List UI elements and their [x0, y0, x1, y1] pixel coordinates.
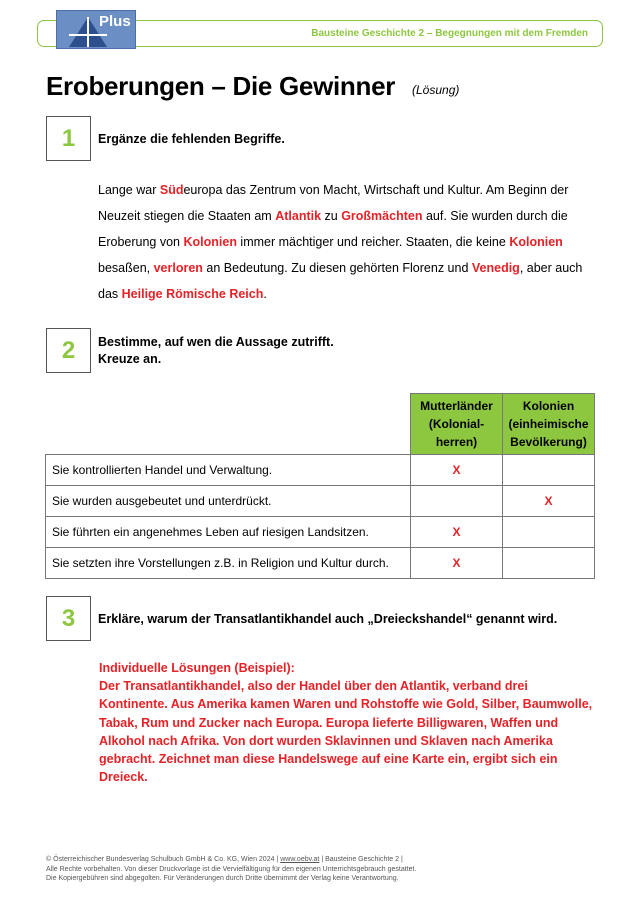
paragraph-text: europa das Zentrum von Macht, Wirtschaft und Kultur. Am Beginn der Neuzeit stiegen die Staaten am	[98, 183, 569, 223]
table-header-row	[46, 394, 595, 455]
row-statement: Sie wurden ausgebeutet und unterdrückt.	[46, 486, 411, 517]
footer-line3: Die Kopiergebühren sind abgegolten. Für Veränderungen durch Dritte übernimmt der Verlag keine Verantwortung.	[46, 875, 399, 882]
page-subtitle: (Lösung)	[412, 83, 460, 97]
task1-paragraph	[98, 177, 588, 307]
table-row	[46, 517, 595, 548]
col-header-kolonien	[503, 394, 595, 455]
table-row	[46, 486, 595, 517]
logo-label: Plus	[99, 13, 131, 30]
row-statement: Sie setzten ihre Vorstellungen z.B. in Religion und Kultur durch.	[46, 548, 411, 579]
footer	[46, 855, 606, 884]
mark-cell	[503, 455, 595, 486]
paragraph-text: Lange war	[98, 183, 160, 197]
table-row	[46, 455, 595, 486]
mark-cell: X	[503, 486, 595, 517]
col1-header-line2: (Kolonial-	[428, 417, 485, 431]
footer-line1	[46, 855, 606, 865]
task3-instruction: Erkläre, warum der Transatlantikhandel auch „Dreieckshandel“ genannt wird.	[98, 612, 558, 626]
task-number-3: 3	[46, 596, 91, 641]
col2-header-line1: Kolonien	[522, 399, 575, 413]
filled-answer: Kolonien	[183, 235, 237, 249]
filled-answer: Kolonien	[509, 235, 563, 249]
mark-cell: X	[411, 548, 503, 579]
filled-answer: Süd	[159, 183, 184, 197]
mark-cell	[503, 517, 595, 548]
filled-answer: Großmächten	[341, 209, 423, 223]
filled-answer: Atlantik	[275, 209, 322, 223]
col2-header-line2: (einheimische	[508, 417, 589, 431]
col1-header-line1: Mutterländer	[420, 399, 493, 413]
footer-copyright: © Österreichischer Bundesverlag Schulbuch GmbH & Co. KG, Wien 2024 |	[46, 856, 281, 863]
footer-book: | Bausteine Geschichte 2 |	[319, 856, 403, 863]
footer-line2: Alle Rechte vorbehalten. Von dieser Druckvorlage ist die Vervielfältigung für den eigenen Unterrichtsgebrauch gestattet.	[46, 865, 417, 873]
filled-answer: Venedig	[471, 261, 520, 275]
col-header-mutterlaender	[411, 394, 503, 455]
row-statement: Sie führten ein angenehmes Leben auf riesigen Landsitzen.	[46, 517, 411, 548]
filled-answer: verloren	[153, 261, 203, 275]
mark-cell: X	[411, 455, 503, 486]
task2-instruction	[98, 334, 334, 368]
filled-answer: Heilige Römische Reich	[121, 287, 264, 301]
task2-instruction-line1: Bestimme, auf wen die Aussage zutrifft.	[98, 335, 334, 349]
task-number-1: 1	[46, 116, 91, 161]
publisher-link[interactable]: www.oebv.at	[280, 856, 320, 863]
paragraph-text: , aber auch das	[98, 261, 583, 301]
paragraph-text: auf. Sie wurden durch die Eroberung von	[98, 209, 568, 249]
task1-instruction: Ergänze die fehlenden Begriffe.	[98, 132, 285, 146]
mark-cell	[503, 548, 595, 579]
col1-header-line3: herren)	[435, 435, 478, 449]
table-row	[46, 548, 595, 579]
col2-header-line3: Bevölkerung)	[510, 435, 587, 449]
table-corner	[46, 394, 411, 455]
task3-answer	[99, 659, 599, 786]
answer-heading: Individuelle Lösungen (Beispiel):	[99, 661, 295, 675]
answer-table	[45, 393, 595, 579]
mark-cell	[411, 486, 503, 517]
paragraph-text: an Bedeutung. Zu diesen gehörten Florenz und	[202, 261, 472, 275]
row-statement: Sie kontrollierten Handel und Verwaltung.	[46, 455, 411, 486]
header-title: Bausteine Geschichte 2 – Begegnungen mit dem Fremden	[311, 28, 588, 39]
answer-text: Der Transatlantikhandel, also der Handel über den Atlantik, verband drei Kontinente. Aus Amerika kamen Waren und Rohstoffe wie Gold, Silber, Baumwolle, Tabak, Rum und Zucker nach Europa. Europa lieferte Billigwaren, Waffen und Alkohol nach Afrika. Von dort wurden Sklavinnen und Sklaven nach Amerika gebracht. Zeichnet man diese Handelswege auf eine Karte ein, ergibt sich ein Dreieck.	[99, 679, 593, 785]
paragraph-text: zu	[321, 209, 342, 223]
task-number-2: 2	[46, 328, 91, 373]
mark-cell: X	[411, 517, 503, 548]
paragraph-text: besaßen,	[98, 261, 154, 275]
task2-instruction-line2: Kreuze an.	[98, 352, 162, 366]
page-title: Eroberungen – Die Gewinner	[46, 71, 396, 101]
paragraph-text: .	[263, 287, 267, 301]
plus-logo	[56, 10, 136, 49]
paragraph-text: immer mächtiger und reicher. Staaten, die keine	[236, 235, 510, 249]
